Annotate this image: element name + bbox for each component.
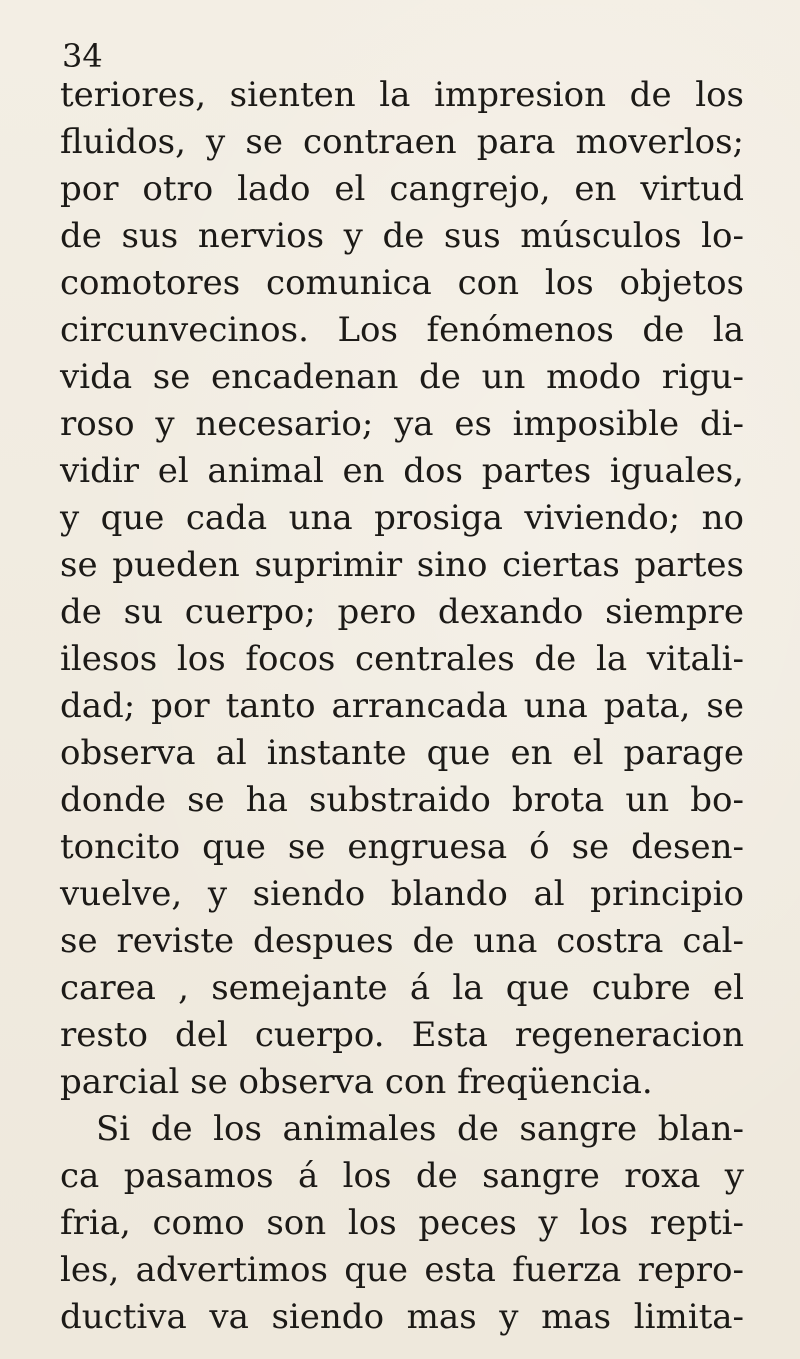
text-line: fluidos, y se contraen para moverlos; <box>60 122 744 162</box>
text-line: se reviste despues de una costra cal- <box>60 921 744 961</box>
text-line: por otro lado el cangrejo, en virtud <box>60 169 744 209</box>
text-line: se pueden suprimir sino ciertas partes <box>60 545 744 585</box>
text-line: parcial se observa con freqüencia. <box>60 1062 653 1102</box>
text-line: circunvecinos. Los fenómenos de la <box>60 310 744 350</box>
text-line: ca pasamos á los de sangre roxa y <box>60 1156 744 1196</box>
text-line: y que cada una prosiga viviendo; no <box>60 498 744 538</box>
text-line: ductiva va siendo mas y mas limita- <box>60 1297 744 1337</box>
text-line: de sus nervios y de sus músculos lo- <box>60 216 744 256</box>
text-line: donde se ha substraido brota un bo- <box>60 780 744 820</box>
text-line: observa al instante que en el parage <box>60 733 744 773</box>
text-line: vidir el animal en dos partes iguales, <box>60 451 744 491</box>
page-number: 34 <box>62 37 103 75</box>
text-line: Si de los animales de sangre blan- <box>96 1109 744 1149</box>
text-line: carea , semejante á la que cubre el <box>60 968 744 1008</box>
text-line: les, advertimos que esta fuerza repro- <box>60 1250 744 1290</box>
text-line: roso y necesario; ya es imposible di- <box>60 404 744 444</box>
text-line: de su cuerpo; pero dexando siempre <box>60 592 744 632</box>
text-line: vuelve, y siendo blando al principio <box>60 874 744 914</box>
text-line: toncito que se engruesa ó se desen- <box>60 827 744 867</box>
body-text <box>60 72 744 1341</box>
text-line: dad; por tanto arrancada una pata, se <box>60 686 744 726</box>
text-line: teriores, sienten la impresion de los <box>60 75 744 115</box>
text-line: vida se encadenan de un modo rigu- <box>60 357 744 397</box>
text-line: comotores comunica con los objetos <box>60 263 744 303</box>
text-line: resto del cuerpo. Esta regeneracion <box>60 1015 744 1055</box>
text-line: fria, como son los peces y los repti- <box>60 1203 744 1243</box>
text-line: ilesos los focos centrales de la vitali- <box>60 639 744 679</box>
